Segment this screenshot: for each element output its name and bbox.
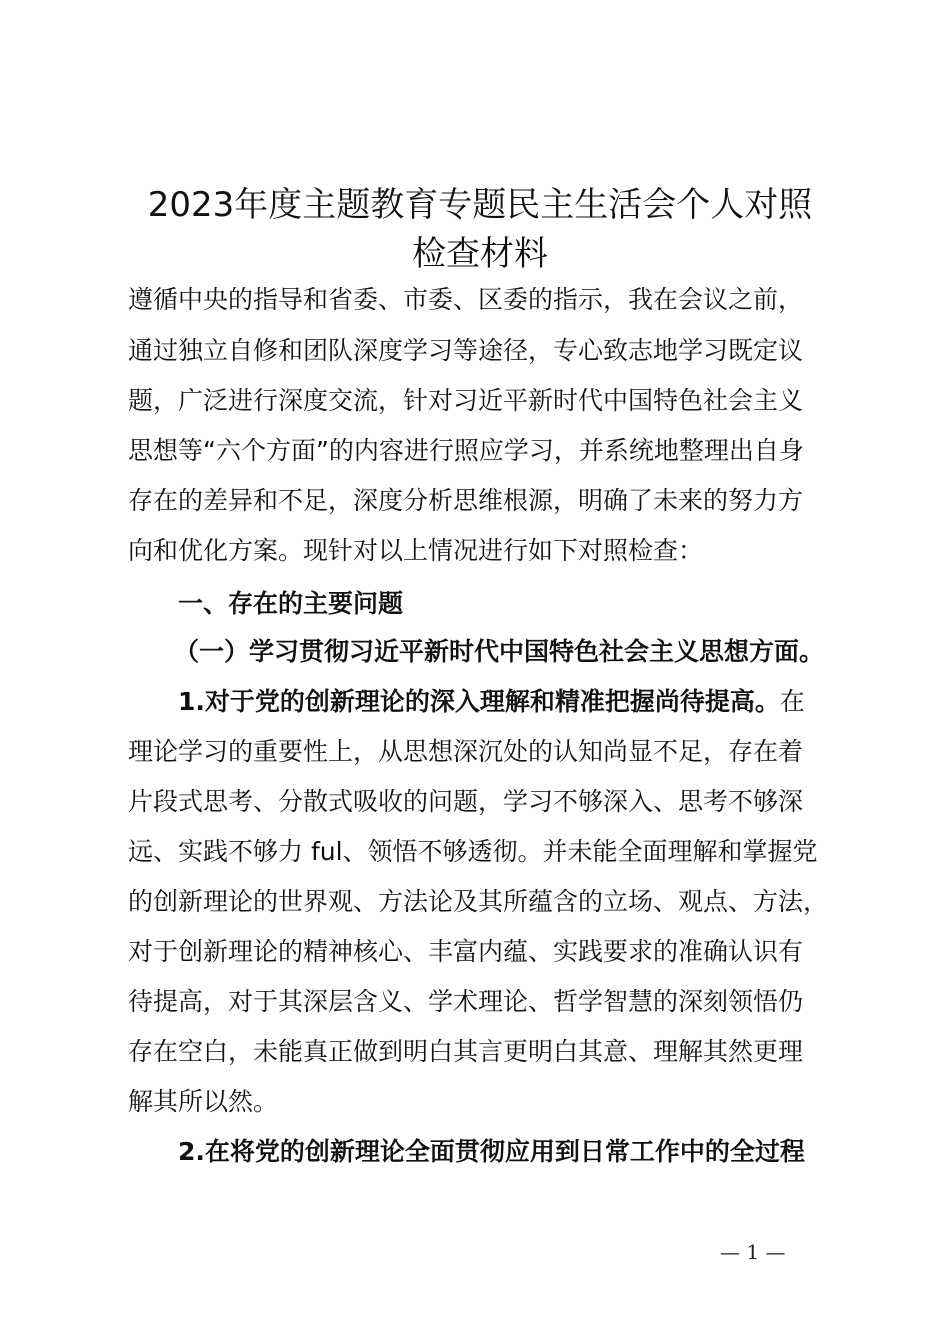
point-1-line-2: 理论学习的重要性上，从思想深沉处的认知尚显不足，存在着 <box>128 737 804 766</box>
point-1-line-5: 的创新理论的世界观、方法论及其所蕴含的立场、观点、方法， <box>128 887 829 916</box>
document-title-line-2: 检查材料 <box>412 234 548 274</box>
point-1-line-8: 存在空白，未能真正做到明白其言更明白其意、理解其然更理 <box>128 1037 804 1066</box>
page-number: — 1 — <box>720 1240 786 1264</box>
point-2-heading: 2.在将党的创新理论全面贯彻应用到日常工作中的全过程 <box>178 1137 805 1166</box>
point-1-line-4: 远、实践不够力 ful、领悟不够透彻。并未能全面理解和掌握党 <box>128 837 818 866</box>
document-title-line-1: 2023年度主题教育专题民主生活会个人对照 <box>147 185 813 225</box>
intro-line-4: 思想等“六个方面”的内容进行照应学习，并系统地整理出自身 <box>128 436 804 465</box>
intro-line-5: 存在的差异和不足，深度分析思维根源，明确了未来的努力方 <box>128 486 804 515</box>
point-1-first-line-rest: 在 <box>779 687 805 716</box>
intro-line-1: 遵循中央的指导和省委、市委、区委的指示，我在会议之前， <box>128 285 804 314</box>
point-1-first-line <box>178 685 805 719</box>
intro-line-6: 向和优化方案。现针对以上情况进行如下对照检查： <box>128 536 704 565</box>
point-1-line-7: 待提高，对于其深层含义、学术理论、哲学智慧的深刻领悟仍 <box>128 987 804 1016</box>
point-1-line-6: 对于创新理论的精神核心、丰富内蕴、实践要求的准确认识有 <box>128 937 804 966</box>
intro-line-2: 通过独立自修和团队深度学习等途径，专心致志地学习既定议 <box>128 336 804 365</box>
point-1-line-9: 解其所以然。 <box>128 1087 279 1116</box>
section-heading: 一、存在的主要问题 <box>178 589 404 618</box>
subsection-heading: （一）学习贯彻习近平新时代中国特色社会主义思想方面。 <box>174 637 825 666</box>
point-1-line-3: 片段式思考、分散式吸收的问题，学习不够深入、思考不够深 <box>128 787 804 816</box>
point-1-heading: 1.对于党的创新理论的深入理解和精准把握尚待提高。 <box>178 687 780 716</box>
intro-line-3: 题，广泛进行深度交流，针对习近平新时代中国特色社会主义 <box>128 386 804 415</box>
